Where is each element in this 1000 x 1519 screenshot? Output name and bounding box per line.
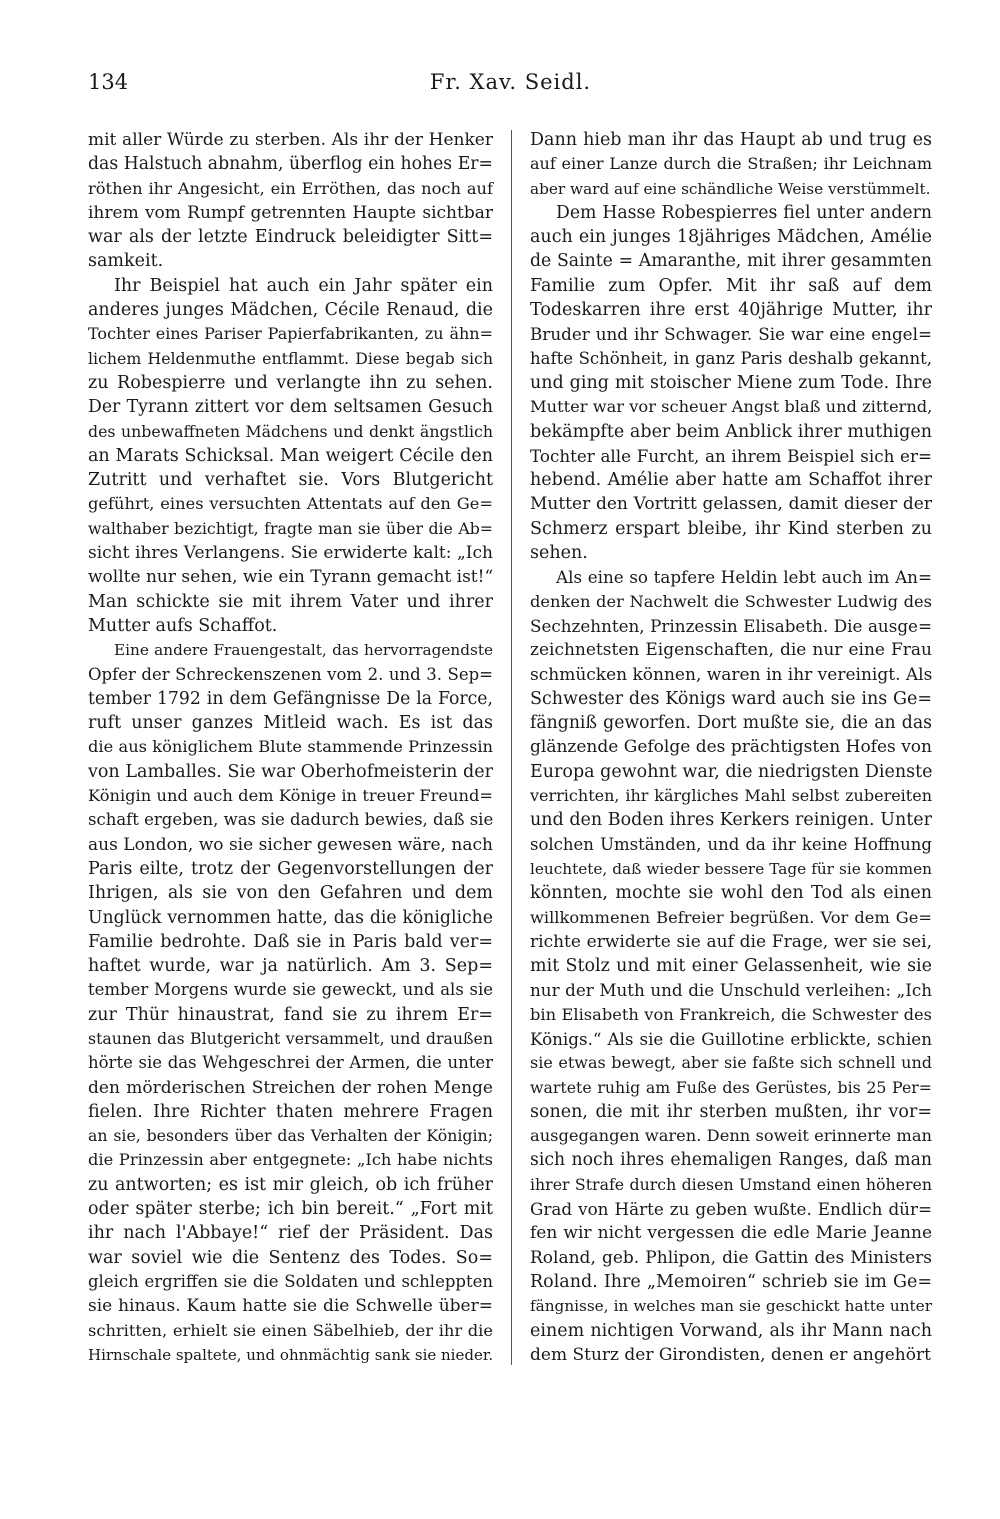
text-line: an sie, besonders über das Verhalten der Königin; [88, 1126, 493, 1146]
text-line: zu antworten; es ist mir gleich, ob ich früher [88, 1174, 493, 1195]
text-line: Königs.“ Als sie die Guillotine erblickte, schien [530, 1028, 932, 1049]
paragraph [530, 128, 932, 201]
text-line: oder später sterbe; ich bin bereit.“ „Fort mit [88, 1199, 493, 1220]
paragraph [88, 128, 493, 274]
text-line: auf einer Lanze durch die Straßen; ihr Leichnam [530, 154, 932, 174]
paragraph [530, 565, 932, 1367]
paragraph [88, 274, 493, 638]
text-line: Roland, geb. Phlipon, die Gattin des Ministers [530, 1247, 932, 1268]
text-line: tember Morgens wurde sie geweckt, und als sie [88, 980, 493, 1000]
text-line: mit aller Würde zu sterben. Als ihr der Henker [88, 130, 493, 150]
column-divider [511, 130, 512, 1365]
page-header [88, 70, 933, 104]
text-line: samkeit. [88, 251, 164, 272]
text-line: ihrem vom Rumpf getrennten Haupte sichtbar [88, 202, 493, 223]
text-line: sonen, die mit ihr sterben mußten, ihr vor= [530, 1101, 932, 1122]
text-line: leuchtete, daß wieder bessere Tage für sie kommen [530, 859, 932, 878]
text-line: staunen das Blutgericht versammelt, und draußen [88, 1028, 493, 1048]
text-line: Paris eilte, trotz der Gegenvorstellungen der [88, 858, 493, 879]
text-line: Ihr Beispiel hat auch ein Jahr später ein [114, 275, 493, 296]
text-line: Hirnschale spaltete, und ohnmächtig sank sie nieder. [88, 1345, 494, 1364]
text-line: sie etwas bewegt, aber sie faßte sich schnell und [530, 1053, 932, 1073]
text-line: ausgegangen waren. Denn soweit erinnerte man [530, 1126, 932, 1146]
text-line: mit Stolz und mit einer Gelassenheit, wie sie [530, 956, 932, 977]
text-line: sehen. [530, 543, 588, 564]
text-line: fielen. Ihre Richter thaten mehrere Fragen [88, 1101, 493, 1122]
text-line: richte erwiderte sie auf die Frage, wer sie sei, [530, 931, 932, 952]
text-line: aber ward auf eine schändliche Weise verstümmelt. [530, 179, 931, 198]
paragraph [530, 201, 932, 565]
text-line: haftet wurde, war ja natürlich. Am 3. Sep= [88, 956, 493, 977]
text-line: und den Boden ihres Kerkers reinigen. Unter [530, 810, 932, 831]
right-column [530, 128, 932, 1367]
text-line: schaft ergeben, was sie dadurch bewies, daß sie [88, 810, 494, 830]
text-line: Roland. Ihre „Memoiren“ schrieb sie im Ge= [530, 1271, 932, 1292]
text-line: Schwester des Königs ward auch sie ins Ge= [530, 688, 932, 709]
text-line: schritten, erhielt sie einen Säbelhieb, der ihr die [88, 1320, 493, 1340]
text-line: Ihrigen, als sie von den Gefahren und dem [88, 883, 493, 904]
text-line: Eine andere Frauengestalt, das hervorragendste [114, 641, 493, 660]
text-line: Bruder und ihr Schwager. Sie war eine engel= [530, 324, 932, 345]
text-line: fängniß geworfen. Dort mußte sie, die an das [530, 713, 932, 734]
text-line: röthen ihr Angesicht, ein Erröthen, das noch auf [88, 178, 493, 198]
text-line: Der Tyrann zittert vor dem seltsamen Gesuch [88, 397, 493, 418]
text-line: de Sainte = Amaranthe, mit ihrer gesammten [530, 251, 932, 272]
text-line: fängnisse, in welches man sie geschickt hatte unter [530, 1297, 932, 1316]
text-line: zu Robespierre und verlangte ihn zu sehen. [88, 372, 493, 393]
text-line: bekämpfte aber beim Anblick ihrer muthigen [530, 421, 932, 442]
paragraph [88, 638, 493, 1367]
text-line: Mutter war vor scheuer Angst blaß und zitternd, [530, 397, 933, 417]
text-line: und ging mit stoischer Miene zum Tode. Ihre [530, 372, 932, 393]
text-line: zeichnetsten Eigenschaften, die nur eine Frau [530, 640, 932, 661]
running-head: Fr. Xav. Seidl. [429, 70, 592, 94]
text-line: sie hinaus. Kaum hatte sie die Schwelle über= [88, 1296, 493, 1317]
text-line: Todeskarren ihre erst 40jährige Mutter, ihr [530, 300, 932, 321]
text-line: hafte Schönheit, in ganz Paris deshalb gekannt, [530, 348, 932, 368]
text-line: den mörderischen Streichen der rohen Menge [88, 1077, 493, 1098]
text-line: schmücken können, waren in ihr vereinigt. Als [530, 664, 933, 685]
text-line: Mutter den Vortritt gelassen, damit dieser der [530, 494, 932, 515]
text-line: walthaber bezichtigt, fragte man sie über die Ab= [88, 518, 493, 538]
text-line: geführt, eines versuchten Attentats auf den Ge= [88, 494, 493, 514]
text-line: wollte nur sehen, wie ein Tyrann gemacht ist!“ [88, 567, 494, 588]
text-line: Familie zum Opfer. Mit ihr saß auf dem [530, 275, 932, 296]
text-line: auch ein junges 18jähriges Mädchen, Amélie [530, 227, 932, 248]
text-line: willkommenen Befreier begrüßen. Vor dem Ge= [530, 907, 932, 927]
text-line: das Halstuch abnahm, überflog ein hohes Er= [88, 154, 493, 175]
text-line: könnten, mochte sie wohl den Tod als einen [530, 883, 932, 904]
text-line: Man schickte sie mit ihrem Vater und ihrer [88, 591, 493, 612]
text-line: tember 1792 in dem Gefängnisse De la Force, [88, 688, 493, 709]
text-line: solchen Umständen, und da ihr keine Hoffnung [530, 834, 932, 854]
text-line: Schmerz erspart bleibe, ihr Kind sterben zu [530, 518, 932, 539]
text-line: aus London, wo sie sicher gewesen wäre, nach [88, 834, 493, 855]
text-line: die aus königlichem Blute stammende Prinzessin [88, 737, 493, 757]
text-line: von Lamballes. Sie war Oberhofmeisterin der [88, 761, 493, 782]
text-line: Tochter alle Furcht, an ihrem Beispiel sich er= [530, 445, 932, 466]
text-line: fen wir nicht vergessen die edle Marie Jeanne [530, 1223, 932, 1244]
text-line: zur Thür hinaustrat, fand sie zu ihrem Er= [88, 1004, 493, 1025]
text-line: ihrer Strafe durch diesen Umstand einen höheren [530, 1174, 932, 1194]
text-line: Mutter aufs Schaffot. [88, 615, 278, 636]
text-line: bin Elisabeth von Frankreich, die Schwester des [530, 1004, 932, 1024]
text-line: die Prinzessin aber entgegnete: „Ich habe nichts [88, 1150, 493, 1170]
text-line: Zutritt und verhaftet sie. Vors Blutgericht [88, 470, 493, 491]
text-line: war soviel wie die Sentenz des Todes. So= [88, 1247, 493, 1268]
text-line: an Marats Schicksal. Man weigert Cécile den [88, 445, 493, 466]
text-line: hörte sie das Wehgeschrei der Armen, die unter [88, 1053, 493, 1073]
text-line: Dann hieb man ihr das Haupt ab und trug es [530, 130, 932, 150]
text-line: Europa gewohnt war, die niedrigsten Dienste [530, 761, 933, 782]
text-line: anderes junges Mädchen, Cécile Renaud, die [88, 300, 493, 321]
page-number: 134 [88, 70, 129, 94]
text-line: wartete ruhig am Fuße des Gerüstes, bis 25 Per= [530, 1077, 932, 1097]
text-line: war als der letzte Eindruck beleidigter Sitt= [88, 227, 493, 248]
text-line: nur der Muth und die Unschuld verleihen: „Ich [530, 980, 932, 1001]
text-line: hebend. Amélie aber hatte am Schaffot ihrer [530, 470, 932, 491]
text-line: Unglück vernommen hatte, das die königliche [88, 907, 493, 928]
text-line: verrichten, ihr kärgliches Mahl selbst zubereiten [530, 786, 932, 806]
text-line: gleich ergriffen sie die Soldaten und schleppten [88, 1271, 493, 1291]
left-column [88, 128, 493, 1367]
text-line: lichem Heldenmuthe entflammt. Diese begab sich [88, 348, 493, 368]
text-line: denken der Nachwelt die Schwester Ludwig des [530, 591, 932, 611]
text-line: ruft unser ganzes Mitleid wach. Es ist das [88, 713, 493, 734]
text-line: glänzende Gefolge des prächtigsten Hofes von [530, 737, 932, 758]
text-line: einem nichtigen Vorwand, als ihr Mann nach [530, 1320, 932, 1341]
text-line: Sechzehnten, Prinzessin Elisabeth. Die ausge= [530, 615, 932, 636]
text-line: ihr nach l'Abbaye!“ rief der Präsident. Das [88, 1223, 493, 1244]
text-line: Familie bedrohte. Daß sie in Paris bald ver= [88, 931, 493, 952]
text-line: Opfer der Schreckenszenen vom 2. und 3. Sep= [88, 664, 493, 684]
text-line: Königin und auch dem Könige in treuer Freund= [88, 786, 493, 806]
text-line: Dem Hasse Robespierres fiel unter andern [556, 202, 932, 223]
text-line: Tochter eines Pariser Papierfabrikanten, zu ähn= [88, 324, 493, 344]
text-line: Grad von Härte zu geben wußte. Endlich dür= [530, 1199, 932, 1220]
text-line: sich noch ihres ehemaligen Ranges, daß man [530, 1150, 932, 1171]
text-line: sicht ihres Verlangens. Sie erwiderte kalt: „Ich [88, 543, 493, 564]
text-line: des unbewaffneten Mädchens und denkt ängstlich [88, 421, 493, 441]
text-line: dem Sturz der Girondisten, denen er angehört [530, 1344, 931, 1365]
text-line: Als eine so tapfere Heldin lebt auch im An= [556, 567, 932, 588]
